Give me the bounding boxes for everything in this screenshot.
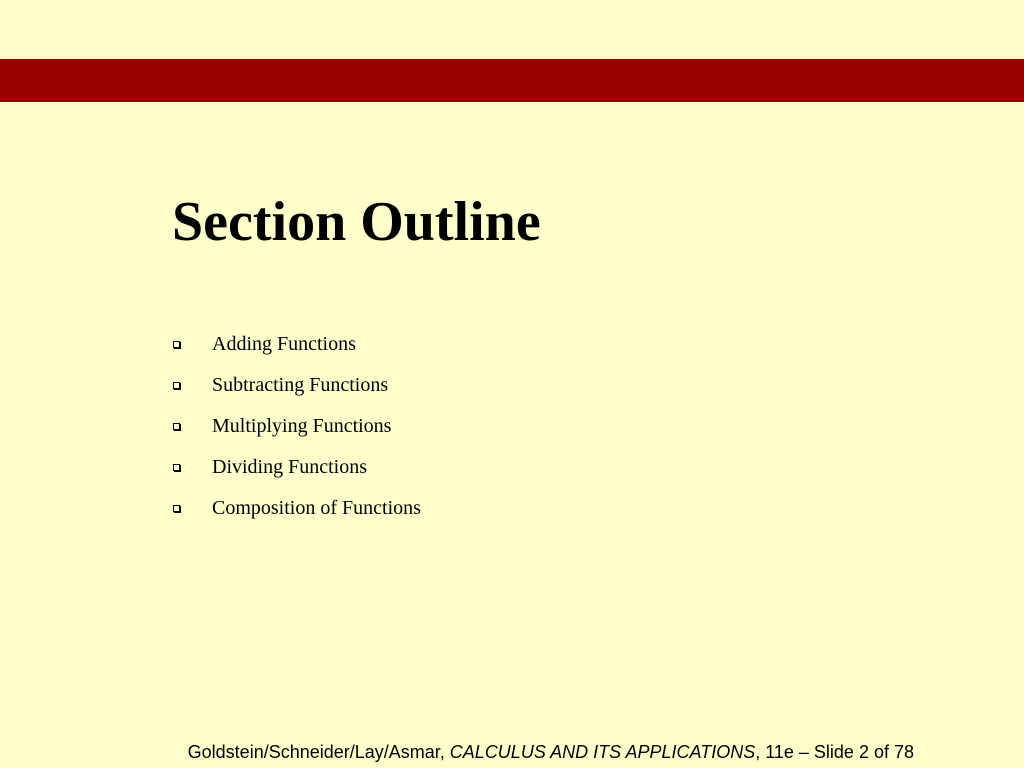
list-item-label: Subtracting Functions <box>212 373 389 396</box>
square-bullet-icon <box>173 423 180 430</box>
list-item-label: Multiplying Functions <box>212 414 392 437</box>
footer-authors: Goldstein/Schneider/Lay/Asmar, <box>187 742 450 762</box>
slide-footer <box>188 740 914 764</box>
list-item <box>172 371 421 399</box>
list-item <box>172 453 421 481</box>
list-item <box>172 494 421 522</box>
list-item-label: Dividing Functions <box>212 455 368 478</box>
square-bullet-icon <box>173 464 180 471</box>
footer-book-title: CALCULUS AND ITS APPLICATIONS <box>449 742 756 762</box>
square-bullet-icon <box>173 382 180 389</box>
square-bullet-icon <box>173 505 180 512</box>
header-accent-band <box>0 59 1024 102</box>
list-item <box>172 412 421 440</box>
list-item-label: Composition of Functions <box>212 496 421 519</box>
section-outline-list <box>172 330 421 535</box>
slide-title: Section Outline <box>172 191 541 253</box>
footer-edition-slide-number: , 11e – Slide 2 of 78 <box>755 742 914 762</box>
list-item-label: Adding Functions <box>212 332 356 355</box>
square-bullet-icon <box>173 341 180 348</box>
list-item <box>172 330 421 358</box>
